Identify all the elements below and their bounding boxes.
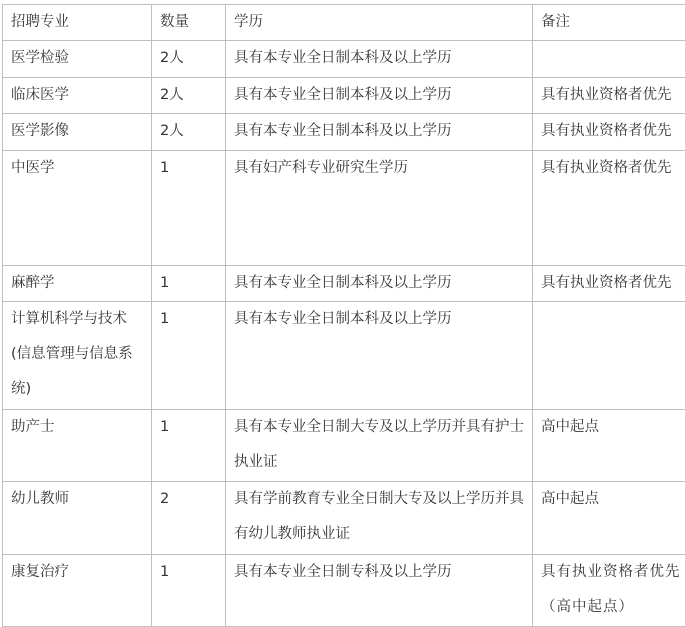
table-row [3, 41, 685, 78]
cell-count: 1 [152, 266, 226, 302]
cell-major: 医学检验 [3, 41, 152, 78]
cell-note: 高中起点 [533, 410, 685, 482]
cell-note [533, 302, 685, 410]
cell-education: 具有本专业全日制专科及以上学历 [226, 555, 533, 627]
cell-count: 2人 [152, 78, 226, 114]
cell-major: 幼儿教师 [3, 482, 152, 555]
cell-education: 具有本专业全日制大专及以上学历并具有护士执业证 [226, 410, 533, 482]
table-header-row [3, 5, 685, 41]
table-row [3, 78, 685, 114]
cell-education: 具有本专业全日制本科及以上学历 [226, 114, 533, 151]
cell-major: 助产士 [3, 410, 152, 482]
cell-major: 计算机科学与技术(信息管理与信息系统) [3, 302, 152, 410]
header-major: 招聘专业 [3, 5, 152, 41]
cell-count: 2 [152, 482, 226, 555]
cell-education: 具有学前教育专业全日制大专及以上学历并具有幼儿教师执业证 [226, 482, 533, 555]
cell-note: 高中起点 [533, 482, 685, 555]
table-row [3, 555, 685, 627]
cell-note: 具有执业资格者优先 [533, 114, 685, 151]
cell-major: 临床医学 [3, 78, 152, 114]
header-note: 备注 [533, 5, 685, 41]
cell-major: 医学影像 [3, 114, 152, 151]
recruitment-table [2, 4, 685, 627]
cell-major: 中医学 [3, 151, 152, 266]
cell-education: 具有本专业全日制本科及以上学历 [226, 302, 533, 410]
cell-major: 麻醉学 [3, 266, 152, 302]
cell-count: 1 [152, 410, 226, 482]
table-row [3, 410, 685, 482]
cell-note [533, 41, 685, 78]
cell-note: 具有执业资格者优先 [533, 151, 685, 266]
cell-count: 2人 [152, 114, 226, 151]
cell-note: 具有执业资格者优先 [533, 266, 685, 302]
cell-count: 2人 [152, 41, 226, 78]
table-row [3, 151, 685, 266]
table-row [3, 302, 685, 410]
cell-count: 1 [152, 302, 226, 410]
table-row [3, 114, 685, 151]
cell-education: 具有本专业全日制本科及以上学历 [226, 78, 533, 114]
cell-major: 康复治疗 [3, 555, 152, 627]
cell-note: 具有执业资格者优先（高中起点） [533, 555, 685, 627]
header-count: 数量 [152, 5, 226, 41]
table-row [3, 266, 685, 302]
cell-count: 1 [152, 151, 226, 266]
cell-education: 具有本专业全日制本科及以上学历 [226, 266, 533, 302]
header-education: 学历 [226, 5, 533, 41]
cell-note: 具有执业资格者优先 [533, 78, 685, 114]
cell-education: 具有妇产科专业研究生学历 [226, 151, 533, 266]
table-row [3, 482, 685, 555]
cell-education: 具有本专业全日制本科及以上学历 [226, 41, 533, 78]
cell-count: 1 [152, 555, 226, 627]
